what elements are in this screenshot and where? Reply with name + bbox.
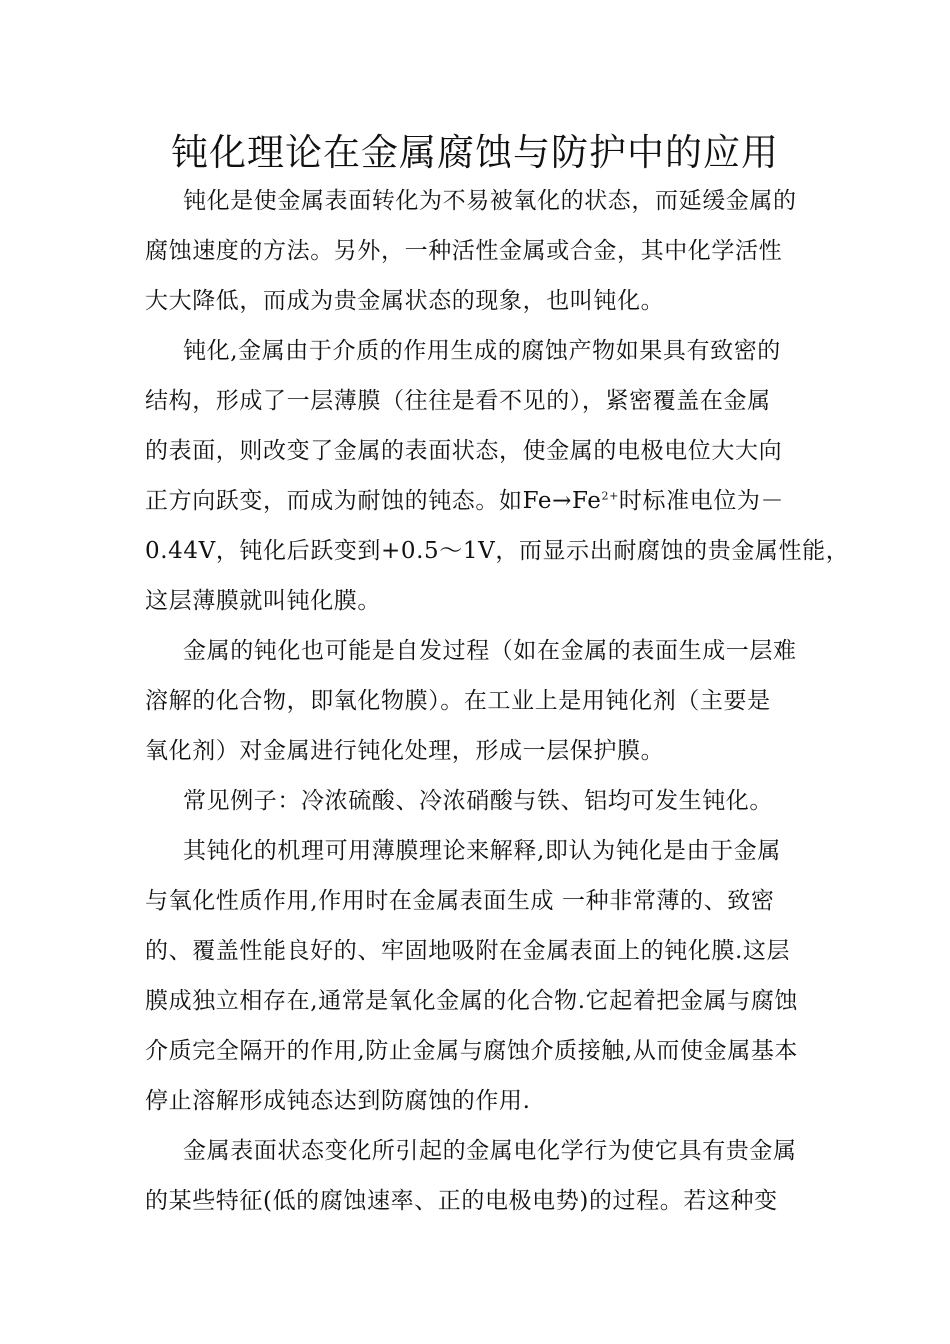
text-line: 膜成独立相存在,通常是氧化金属的化合物.它起着把金属与腐蚀 bbox=[145, 988, 799, 1014]
text-line: 金属表面状态变化所引起的金属电化学行为使它具有贵金属 bbox=[183, 1138, 797, 1164]
text-segment: 正方向跃变，而成为耐蚀的钝态。如Fe→Fe bbox=[145, 488, 602, 514]
text-line: 氧化剂）对金属进行钝化处理，形成一层保护膜。 bbox=[145, 738, 665, 764]
text-line: 大大降低，而成为贵金属状态的现象，也叫钝化。 bbox=[145, 288, 665, 314]
text-line: 腐蚀速度的方法。另外，一种活性金属或合金，其中化学活性 bbox=[145, 238, 783, 264]
text-line: 钝化,金属由于介质的作用生成的腐蚀产物如果具有致密的 bbox=[183, 338, 781, 364]
text-line: 介质完全隔开的作用,防止金属与腐蚀介质接触,从而使金属基本 bbox=[145, 1038, 799, 1064]
document-title: 钝化理论在金属腐蚀与防护中的应用 bbox=[171, 131, 779, 174]
text-segment: 时标准电位为－ bbox=[618, 488, 785, 514]
text-line: 停止溶解形成钝态达到防腐蚀的作用. bbox=[145, 1088, 531, 1114]
text-line: 结构，形成了一层薄膜（往往是看不见的），紧密覆盖在金属 bbox=[145, 388, 771, 414]
text-line: 溶解的化合物，即氧化物膜）。在工业上是用钝化剂（主要是 bbox=[145, 688, 771, 714]
text-line: 常见例子：冷浓硫酸、冷浓硝酸与铁、铝均可发生钝化。 bbox=[183, 788, 773, 814]
text-line: 的表面，则改变了金属的表面状态，使金属的电极电位大大向 bbox=[145, 438, 783, 464]
text-line: 的某些特征(低的腐蚀速率、正的电极电势)的过程。若这种变 bbox=[145, 1188, 778, 1214]
superscript-charge: 2+ bbox=[601, 489, 619, 503]
text-line: 其钝化的机理可用薄膜理论来解释,即认为钝化是由于金属 bbox=[183, 838, 781, 864]
text-line: 0.44V，钝化后跃变到+0.5～1V，而显示出耐腐蚀的贵金属性能， bbox=[145, 538, 850, 564]
text-line-with-superscript bbox=[145, 486, 784, 516]
text-line: 的、覆盖性能良好的、牢固地吸附在金属表面上的钝化膜.这层 bbox=[145, 938, 791, 964]
text-line: 这层薄膜就叫钝化膜。 bbox=[145, 588, 381, 614]
text-line: 钝化是使金属表面转化为不易被氧化的状态，而延缓金属的 bbox=[183, 188, 797, 214]
text-line: 金属的钝化也可能是自发过程（如在金属的表面生成一层难 bbox=[183, 638, 797, 664]
text-line: 与氧化性质作用,作用时在金属表面生成 一种非常薄的、致密 bbox=[145, 888, 775, 914]
